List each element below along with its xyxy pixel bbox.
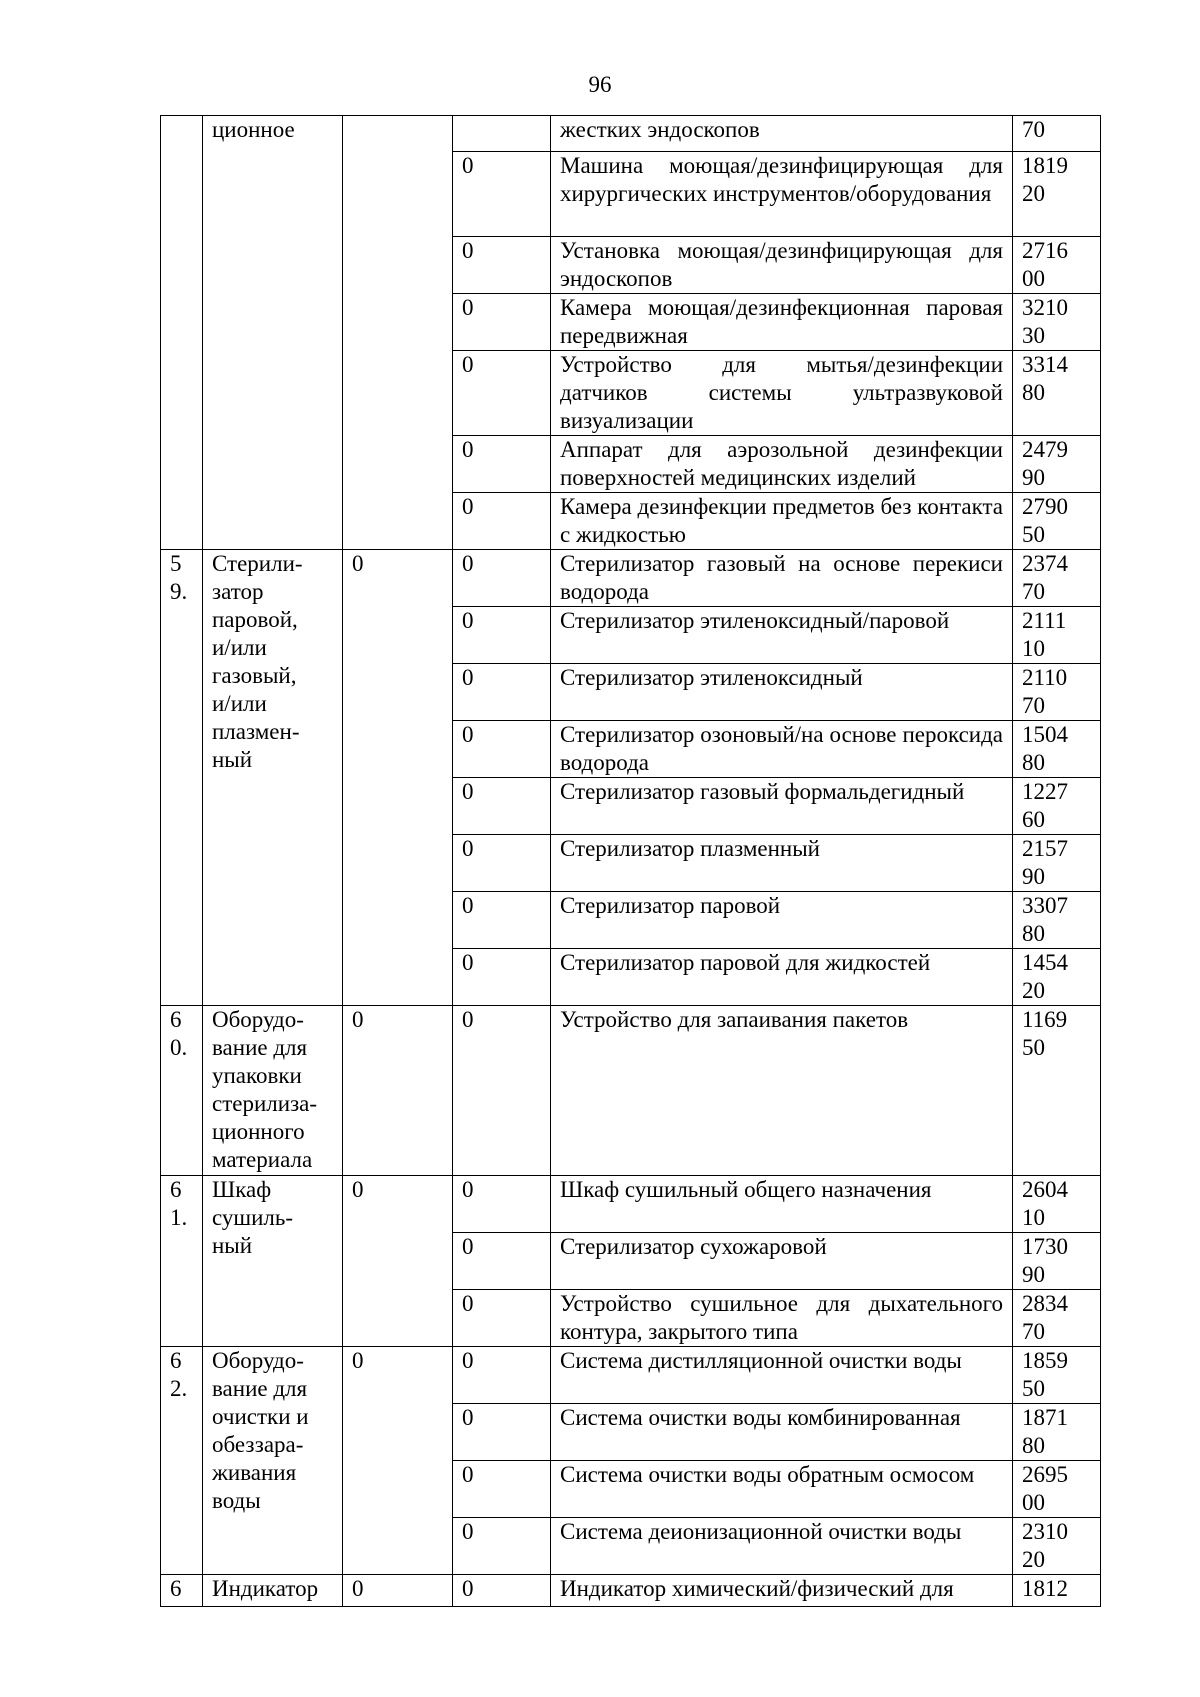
item-name-cell: Камера дезинфекции предметов без контакта с жидкостью [551, 493, 1013, 550]
item-code-cell: 0 [453, 607, 551, 664]
item-code-cell: 0 [453, 1290, 551, 1347]
item-name-cell: Система дистилляционной очистки воды [551, 1347, 1013, 1404]
item-value-cell: 2157 90 [1013, 835, 1101, 892]
item-value-cell: 2111 10 [1013, 607, 1101, 664]
item-value-cell: 1730 90 [1013, 1233, 1101, 1290]
item-code-cell: 0 [453, 721, 551, 778]
item-code-cell: 0 [453, 1176, 551, 1233]
item-value-cell: 2834 70 [1013, 1290, 1101, 1347]
item-value-cell: 2310 20 [1013, 1518, 1101, 1575]
item-value-cell: 2604 10 [1013, 1176, 1101, 1233]
item-name-cell: Машина моющая/дезинфицирующая для хирургических инструментов/оборудования [551, 152, 1013, 237]
item-code-cell: 0 [453, 237, 551, 294]
group-code-cell: 0 [343, 1006, 453, 1176]
item-name-cell: Аппарат для аэрозольной дезинфекции поверхностей медицинских изделий [551, 436, 1013, 493]
item-value-cell: 70 [1013, 116, 1101, 152]
item-code-cell: 0 [453, 152, 551, 237]
item-value-cell: 1504 80 [1013, 721, 1101, 778]
group-code-cell: 0 [343, 1347, 453, 1575]
item-name-cell: Стерилизатор паровой [551, 892, 1013, 949]
item-value-cell: 1859 50 [1013, 1347, 1101, 1404]
item-name-cell: Устройство для запаивания пакетов [551, 1006, 1013, 1176]
item-code-cell: 0 [453, 436, 551, 493]
table-row [161, 116, 1101, 152]
item-name-cell: Стерилизатор газовый на основе перекиси водорода [551, 550, 1013, 607]
item-value-cell: 1227 60 [1013, 778, 1101, 835]
item-code-cell: 0 [453, 1006, 551, 1176]
item-value-cell: 1819 20 [1013, 152, 1101, 237]
group-code-cell [343, 116, 453, 550]
group-name-cell: Шкаф сушиль- ный [203, 1176, 343, 1347]
item-code-cell: 0 [453, 778, 551, 835]
item-name-cell: Шкаф сушильный общего назначения [551, 1176, 1013, 1233]
item-name-cell: Стерилизатор сухожаровой [551, 1233, 1013, 1290]
group-code-cell: 0 [343, 1575, 453, 1607]
item-code-cell: 0 [453, 1404, 551, 1461]
table-row [161, 550, 1101, 607]
item-value-cell: 2479 90 [1013, 436, 1101, 493]
item-name-cell: Устройство сушильное для дыхательного контура, закрытого типа [551, 1290, 1013, 1347]
group-name-cell: Оборудо- вание для очистки и обеззара- живания воды [203, 1347, 343, 1575]
item-name-cell: Стерилизатор озоновый/на основе пероксида водорода [551, 721, 1013, 778]
item-code-cell: 0 [453, 892, 551, 949]
item-value-cell: 3314 80 [1013, 351, 1101, 436]
item-value-cell: 2695 00 [1013, 1461, 1101, 1518]
item-name-cell: Установка моющая/дезинфицирующая для эндоскопов [551, 237, 1013, 294]
item-name-cell: Стерилизатор этиленоксидный/паровой [551, 607, 1013, 664]
item-code-cell: 0 [453, 493, 551, 550]
item-name-cell: Стерилизатор паровой для жидкостей [551, 949, 1013, 1006]
item-code-cell: 0 [453, 1575, 551, 1607]
item-code-cell: 0 [453, 1518, 551, 1575]
group-name-cell: Индикатор [203, 1575, 343, 1607]
item-value-cell: 2790 50 [1013, 493, 1101, 550]
item-name-cell: жестких эндоскопов [551, 116, 1013, 152]
item-name-cell: Система очистки воды комбинированная [551, 1404, 1013, 1461]
item-value-cell: 2374 70 [1013, 550, 1101, 607]
item-code-cell: 0 [453, 1461, 551, 1518]
item-code-cell: 0 [453, 351, 551, 436]
item-code-cell: 0 [453, 550, 551, 607]
group-code-cell: 0 [343, 550, 453, 1006]
group-number-cell [161, 116, 203, 550]
item-code-cell: 0 [453, 1347, 551, 1404]
item-value-cell: 1812 [1013, 1575, 1101, 1607]
page-number: 96 [588, 72, 612, 97]
item-code-cell: 0 [453, 835, 551, 892]
item-value-cell: 1871 80 [1013, 1404, 1101, 1461]
item-name-cell: Камера моющая/дезинфекционная паровая передвижная [551, 294, 1013, 351]
item-value-cell: 3307 80 [1013, 892, 1101, 949]
item-name-cell: Система очистки воды обратным осмосом [551, 1461, 1013, 1518]
item-value-cell: 3210 30 [1013, 294, 1101, 351]
item-name-cell: Устройство для мытья/дезинфекции датчиков системы ультразвуковой визуализации [551, 351, 1013, 436]
item-value-cell: 2110 70 [1013, 664, 1101, 721]
group-name-cell: Стерили- затор паровой, и/или газовый, и/или плазмен- ный [203, 550, 343, 1006]
item-name-cell: Стерилизатор газовый формальдегидный [551, 778, 1013, 835]
group-number-cell: 5 9. [161, 550, 203, 1006]
group-code-cell: 0 [343, 1176, 453, 1347]
item-name-cell: Стерилизатор этиленоксидный [551, 664, 1013, 721]
group-number-cell: 6 2. [161, 1347, 203, 1575]
group-name-cell: Оборудо- вание для упаковки стерилиза- ционного материала [203, 1006, 343, 1176]
group-name-cell: ционное [203, 116, 343, 550]
item-code-cell: 0 [453, 664, 551, 721]
group-number-cell: 6 [161, 1575, 203, 1607]
group-number-cell: 6 0. [161, 1006, 203, 1176]
item-name-cell: Стерилизатор плазменный [551, 835, 1013, 892]
table-row [161, 1176, 1101, 1233]
table-row [161, 1347, 1101, 1404]
item-value-cell: 1454 20 [1013, 949, 1101, 1006]
item-name-cell: Система деионизационной очистки воды [551, 1518, 1013, 1575]
table-row [161, 1006, 1101, 1176]
group-number-cell: 6 1. [161, 1176, 203, 1347]
equipment-table [160, 115, 1101, 1607]
item-code-cell [453, 116, 551, 152]
item-code-cell: 0 [453, 949, 551, 1006]
item-code-cell: 0 [453, 294, 551, 351]
table-row [161, 1575, 1101, 1607]
table-body [161, 116, 1101, 1607]
item-value-cell: 1169 50 [1013, 1006, 1101, 1176]
item-code-cell: 0 [453, 1233, 551, 1290]
item-name-cell: Индикатор химический/физический для [551, 1575, 1013, 1607]
item-value-cell: 2716 00 [1013, 237, 1101, 294]
